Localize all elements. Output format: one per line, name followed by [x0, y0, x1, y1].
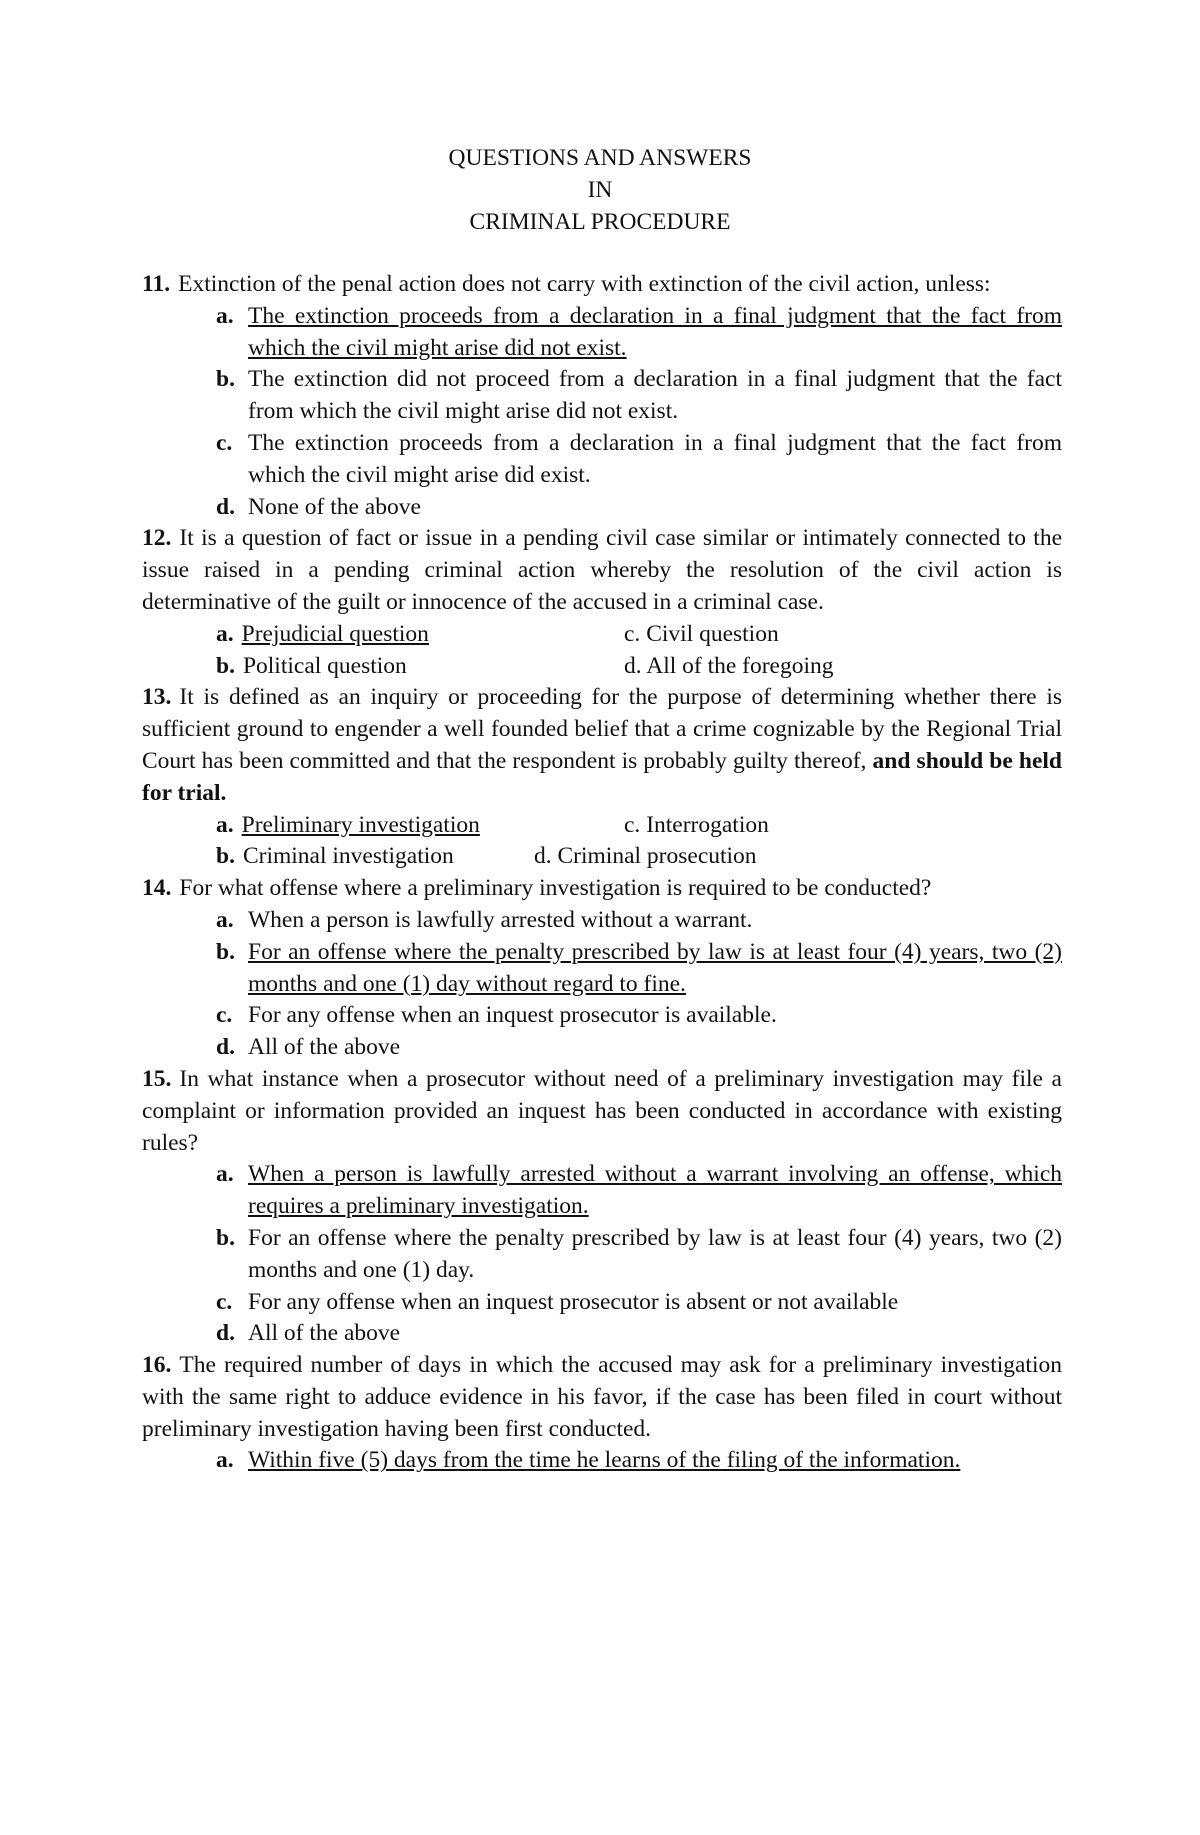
option-15b: b. For an offense where the penalty prescribed by law is at least four (4) years, two (2) months and one (1) day. [216, 1224, 1062, 1283]
question-number: 14. [142, 875, 172, 902]
question-number: 12. [142, 525, 172, 552]
question-14 [142, 873, 1062, 905]
question-16 [142, 1350, 1062, 1445]
option-14a: a. When a person is lawfully arrested without a warrant. [216, 906, 753, 933]
option-13d: d. Criminal prosecution [534, 843, 757, 870]
option-15a: a. When a person is lawfully arrested without a warrant involving an offense, which requires a preliminary investigation. [216, 1161, 1062, 1220]
question-number: 11. [142, 271, 171, 297]
option-11b: b. The extinction did not proceed from a declaration in a final judgment that the fact from which the civil might arise did not exist. [216, 366, 1062, 425]
option-14b: b. For an offense where the penalty prescribed by law is at least four (4) years, two (2) months and one (1) day without regard to fine. [216, 938, 1062, 997]
question-text: In what instance when a prosecutor without need of a preliminary investigation may file a complaint or information provided an inquest has been conducted in accordance with existing rules? [142, 1065, 1062, 1156]
option-15d: d. All of the above [216, 1320, 401, 1347]
question-text: It is a question of fact or issue in a pending civil case similar or intimately connected to the issue raised in a pending criminal action whereby the resolution of the civil action is determinative of the guilt or innocence of the accused in a criminal case. [142, 525, 1062, 615]
option-13a: a. Preliminary investigation [216, 811, 480, 838]
option-11d: d. None of the above [216, 493, 421, 520]
option-13b: b. Criminal investigation [216, 843, 454, 870]
question-13 [142, 682, 1062, 809]
option-14d: d. All of the above [216, 1034, 401, 1061]
option-11c: c. The extinction proceeds from a declaration in a final judgment that the fact from which the civil might arise did exist. [216, 429, 1062, 488]
option-12a: a. Prejudicial question [216, 620, 429, 647]
option-13c: c. Interrogation [624, 811, 769, 838]
question-number: 16. [142, 1352, 172, 1379]
title-line-1: QUESTIONS AND ANSWERS [448, 145, 752, 171]
option-14c: c. For any offense when an inquest prosecutor is available. [216, 1002, 777, 1029]
question-text: For what offense where a preliminary investigation is required to be conducted? [179, 875, 932, 902]
question-11 [142, 269, 1062, 301]
title-line-3: CRIMINAL PROCEDURE [469, 208, 731, 235]
question-15 [142, 1064, 1062, 1159]
question-number: 15. [142, 1065, 172, 1092]
option-12b: b. Political question [216, 652, 407, 679]
question-text: It is defined as an inquiry or proceeding for the purpose of determining whether there is sufficient ground to engender a well founded belief that a crime cognizable by the Regional Trial Court has been committed and that the respondent is probably guilty thereof, [142, 684, 1062, 774]
question-text: The required number of days in which the accused may ask for a preliminary investigation with the same right to adduce evidence in his favor, if the case has been filed in court without preliminary investigation having been first conducted. [142, 1352, 1062, 1442]
question-text-bold: and should be held for trial. [142, 747, 1063, 806]
answer-text: Prejudicial question [241, 620, 429, 647]
answer-text: Preliminary investigation [241, 811, 480, 838]
question-text: Extinction of the penal action does not carry with extinction of the civil action, unless: [178, 271, 991, 297]
question-12 [142, 523, 1062, 618]
answer-text: Within five (5) days from the time he learns of the filing of the information. [248, 1447, 961, 1474]
option-15c: c. For any offense when an inquest prosecutor is absent or not available [216, 1288, 899, 1315]
question-list [142, 269, 1062, 1477]
answer-text: For an offense where the penalty prescribed by law is at least four (4) years, two (2) months and one (1) day without regard to fine. [248, 938, 1062, 997]
options-row-12-bd [142, 651, 1062, 683]
document-title [0, 143, 1200, 238]
answer-text: The extinction proceeds from a declaration in a final judgment that the fact from which the civil might arise did not exist. [248, 302, 1062, 361]
options-row-13-bd [142, 841, 1062, 873]
answer-text: When a person is lawfully arrested without a warrant involving an offense, which requires a preliminary investigation. [248, 1161, 1062, 1220]
option-12c: c. Civil question [624, 620, 779, 647]
question-number: 13. [142, 684, 172, 711]
title-line-2: IN [587, 176, 613, 203]
option-11a: a. The extinction proceeds from a declaration in a final judgment that the fact from which the civil might arise did not exist. [216, 302, 1062, 361]
option-16a: a. Within five (5) days from the time he learns of the filing of the information. [216, 1447, 961, 1474]
option-12d: d. All of the foregoing [624, 652, 834, 679]
options-row-13-ac [142, 810, 1062, 842]
options-row-12-ac [142, 619, 1062, 651]
